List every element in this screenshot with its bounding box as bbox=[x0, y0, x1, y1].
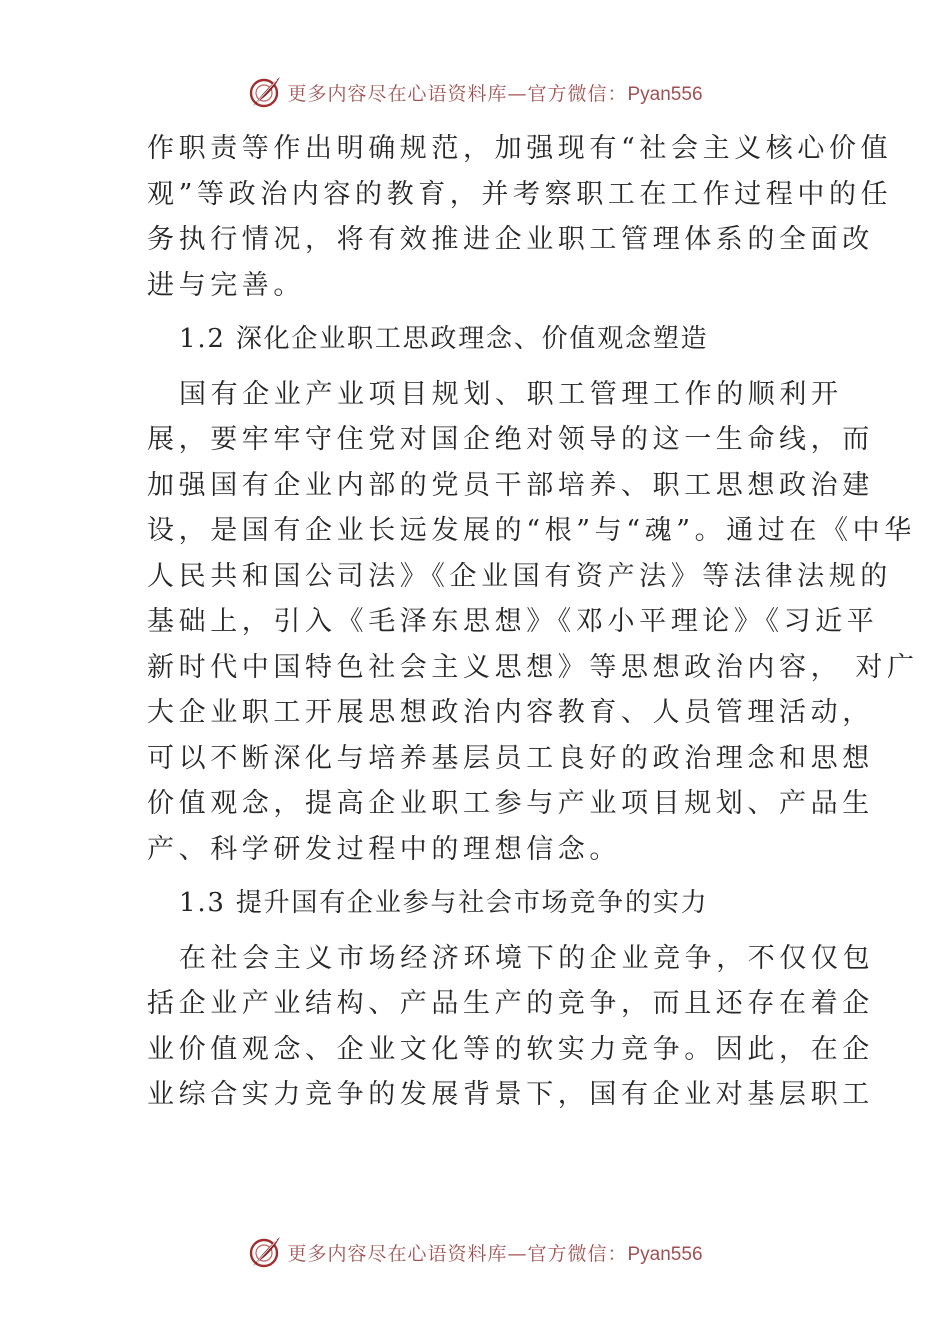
paragraph-line: 业综合实力竞争的发展背景下，国有企业对基层职工 bbox=[147, 1079, 874, 1110]
paragraph-line: 基础上，引入《毛泽东思想》《邓小平理论》《习近平 bbox=[147, 606, 879, 637]
paragraph-line: 大企业职工开展思想政治内容教育、人员管理活动， bbox=[147, 697, 874, 728]
feather-circle-logo-icon bbox=[247, 74, 283, 110]
paragraph-line: 观”等政治内容的教育，并考察职工在工作过程中的任 bbox=[147, 178, 893, 210]
paragraph-line: 在社会主义市场经济环境下的企业竞争，不仅仅包 bbox=[179, 942, 875, 974]
section-heading-1-3: 1.3 提升国有企业参与社会市场竞争的实力 bbox=[179, 888, 709, 918]
paragraph-line: 国有企业产业项目规划、职工管理工作的顺利开 bbox=[179, 378, 843, 410]
banner-label: 更多内容尽在心语资料库—官方微信： bbox=[287, 82, 628, 105]
paragraph-line: 作职责等作出明确规范，加强现有“社会主义核心价值 bbox=[147, 133, 893, 164]
document-body bbox=[147, 126, 919, 1118]
paragraph-line: 括企业产业结构、产品生产的竞争，而且还存在着企 bbox=[147, 988, 874, 1019]
paragraph-line: 务执行情况，将有效推进企业职工管理体系的全面改 bbox=[147, 224, 874, 255]
footer-banner bbox=[0, 1232, 950, 1272]
header-banner bbox=[0, 72, 950, 112]
footer-banner-text bbox=[287, 1239, 702, 1266]
paragraph-line: 业价值观念、企业文化等的软实力竞争。因此，在企 bbox=[147, 1033, 874, 1065]
header-banner-text bbox=[287, 79, 702, 106]
paragraph-line: 新时代中国特色社会主义思想》等思想政治内容， 对广 bbox=[147, 651, 919, 683]
wechat-id: Pyan556 bbox=[627, 1243, 703, 1265]
section-1-3-paragraph bbox=[147, 936, 875, 1118]
section-1-2-paragraph bbox=[147, 372, 919, 873]
paragraph-line: 产、科学研发过程中的理想信念。 bbox=[147, 833, 621, 865]
paragraph-line: 进与完善。 bbox=[147, 269, 305, 301]
paragraph-line: 设，是国有企业长远发展的“根”与“魂”。通过在《中华 bbox=[147, 515, 916, 546]
section-heading-1-2: 1.2 深化企业职工思政理念、价值观念塑造 bbox=[179, 324, 709, 354]
paragraph-line: 人民共和国公司法》《企业国有资产法》等法律法规的 bbox=[147, 560, 892, 592]
feather-circle-logo-icon bbox=[247, 1234, 283, 1270]
paragraph-line: 加强国有企业内部的党员干部培养、职工思想政治建 bbox=[147, 469, 874, 501]
intro-paragraph bbox=[147, 126, 893, 308]
paragraph-line: 展，要牢牢守住党对国企绝对领导的这一生命线，而 bbox=[147, 424, 874, 455]
paragraph-line: 价值观念，提高企业职工参与产业项目规划、产品生 bbox=[147, 788, 874, 819]
paragraph-line: 可以不断深化与培养基层员工良好的政治理念和思想 bbox=[147, 742, 874, 774]
banner-label: 更多内容尽在心语资料库—官方微信： bbox=[287, 1242, 628, 1265]
wechat-id: Pyan556 bbox=[627, 83, 703, 105]
